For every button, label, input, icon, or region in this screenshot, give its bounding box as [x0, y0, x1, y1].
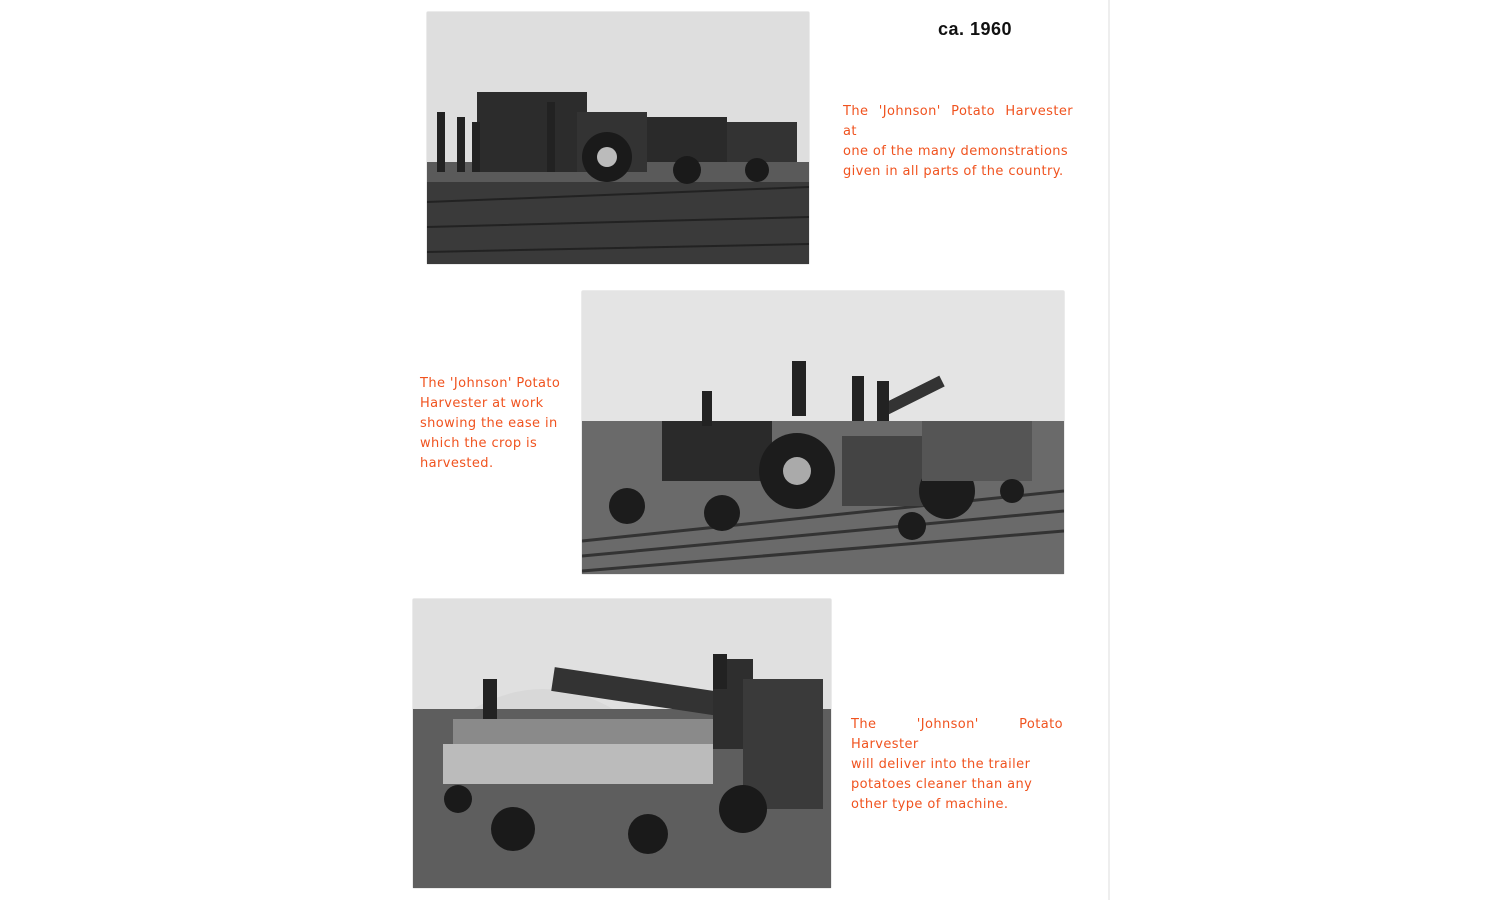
scan-edge [1108, 0, 1110, 900]
caption-trailer: The 'Johnson' Potato Harvester will deliver into the trailer potatoes cleaner than any other type of machine. [851, 717, 1063, 812]
caption-demonstration: The 'Johnson' Potato Harvester at one of the many demonstrations given in all parts of the country. [843, 104, 1073, 179]
photo-image [427, 12, 809, 264]
trailer-loading-photo [413, 599, 831, 888]
harvester-at-work-photo [582, 291, 1064, 574]
caption-at-work: The 'Johnson' Potato Harvester at work showing the ease in which the crop is harvested. [420, 376, 561, 471]
photo-image [413, 599, 831, 888]
harvester-demonstration-photo [427, 12, 809, 264]
date-label: ca. 1960 [938, 19, 1013, 39]
photo-image [582, 291, 1064, 574]
